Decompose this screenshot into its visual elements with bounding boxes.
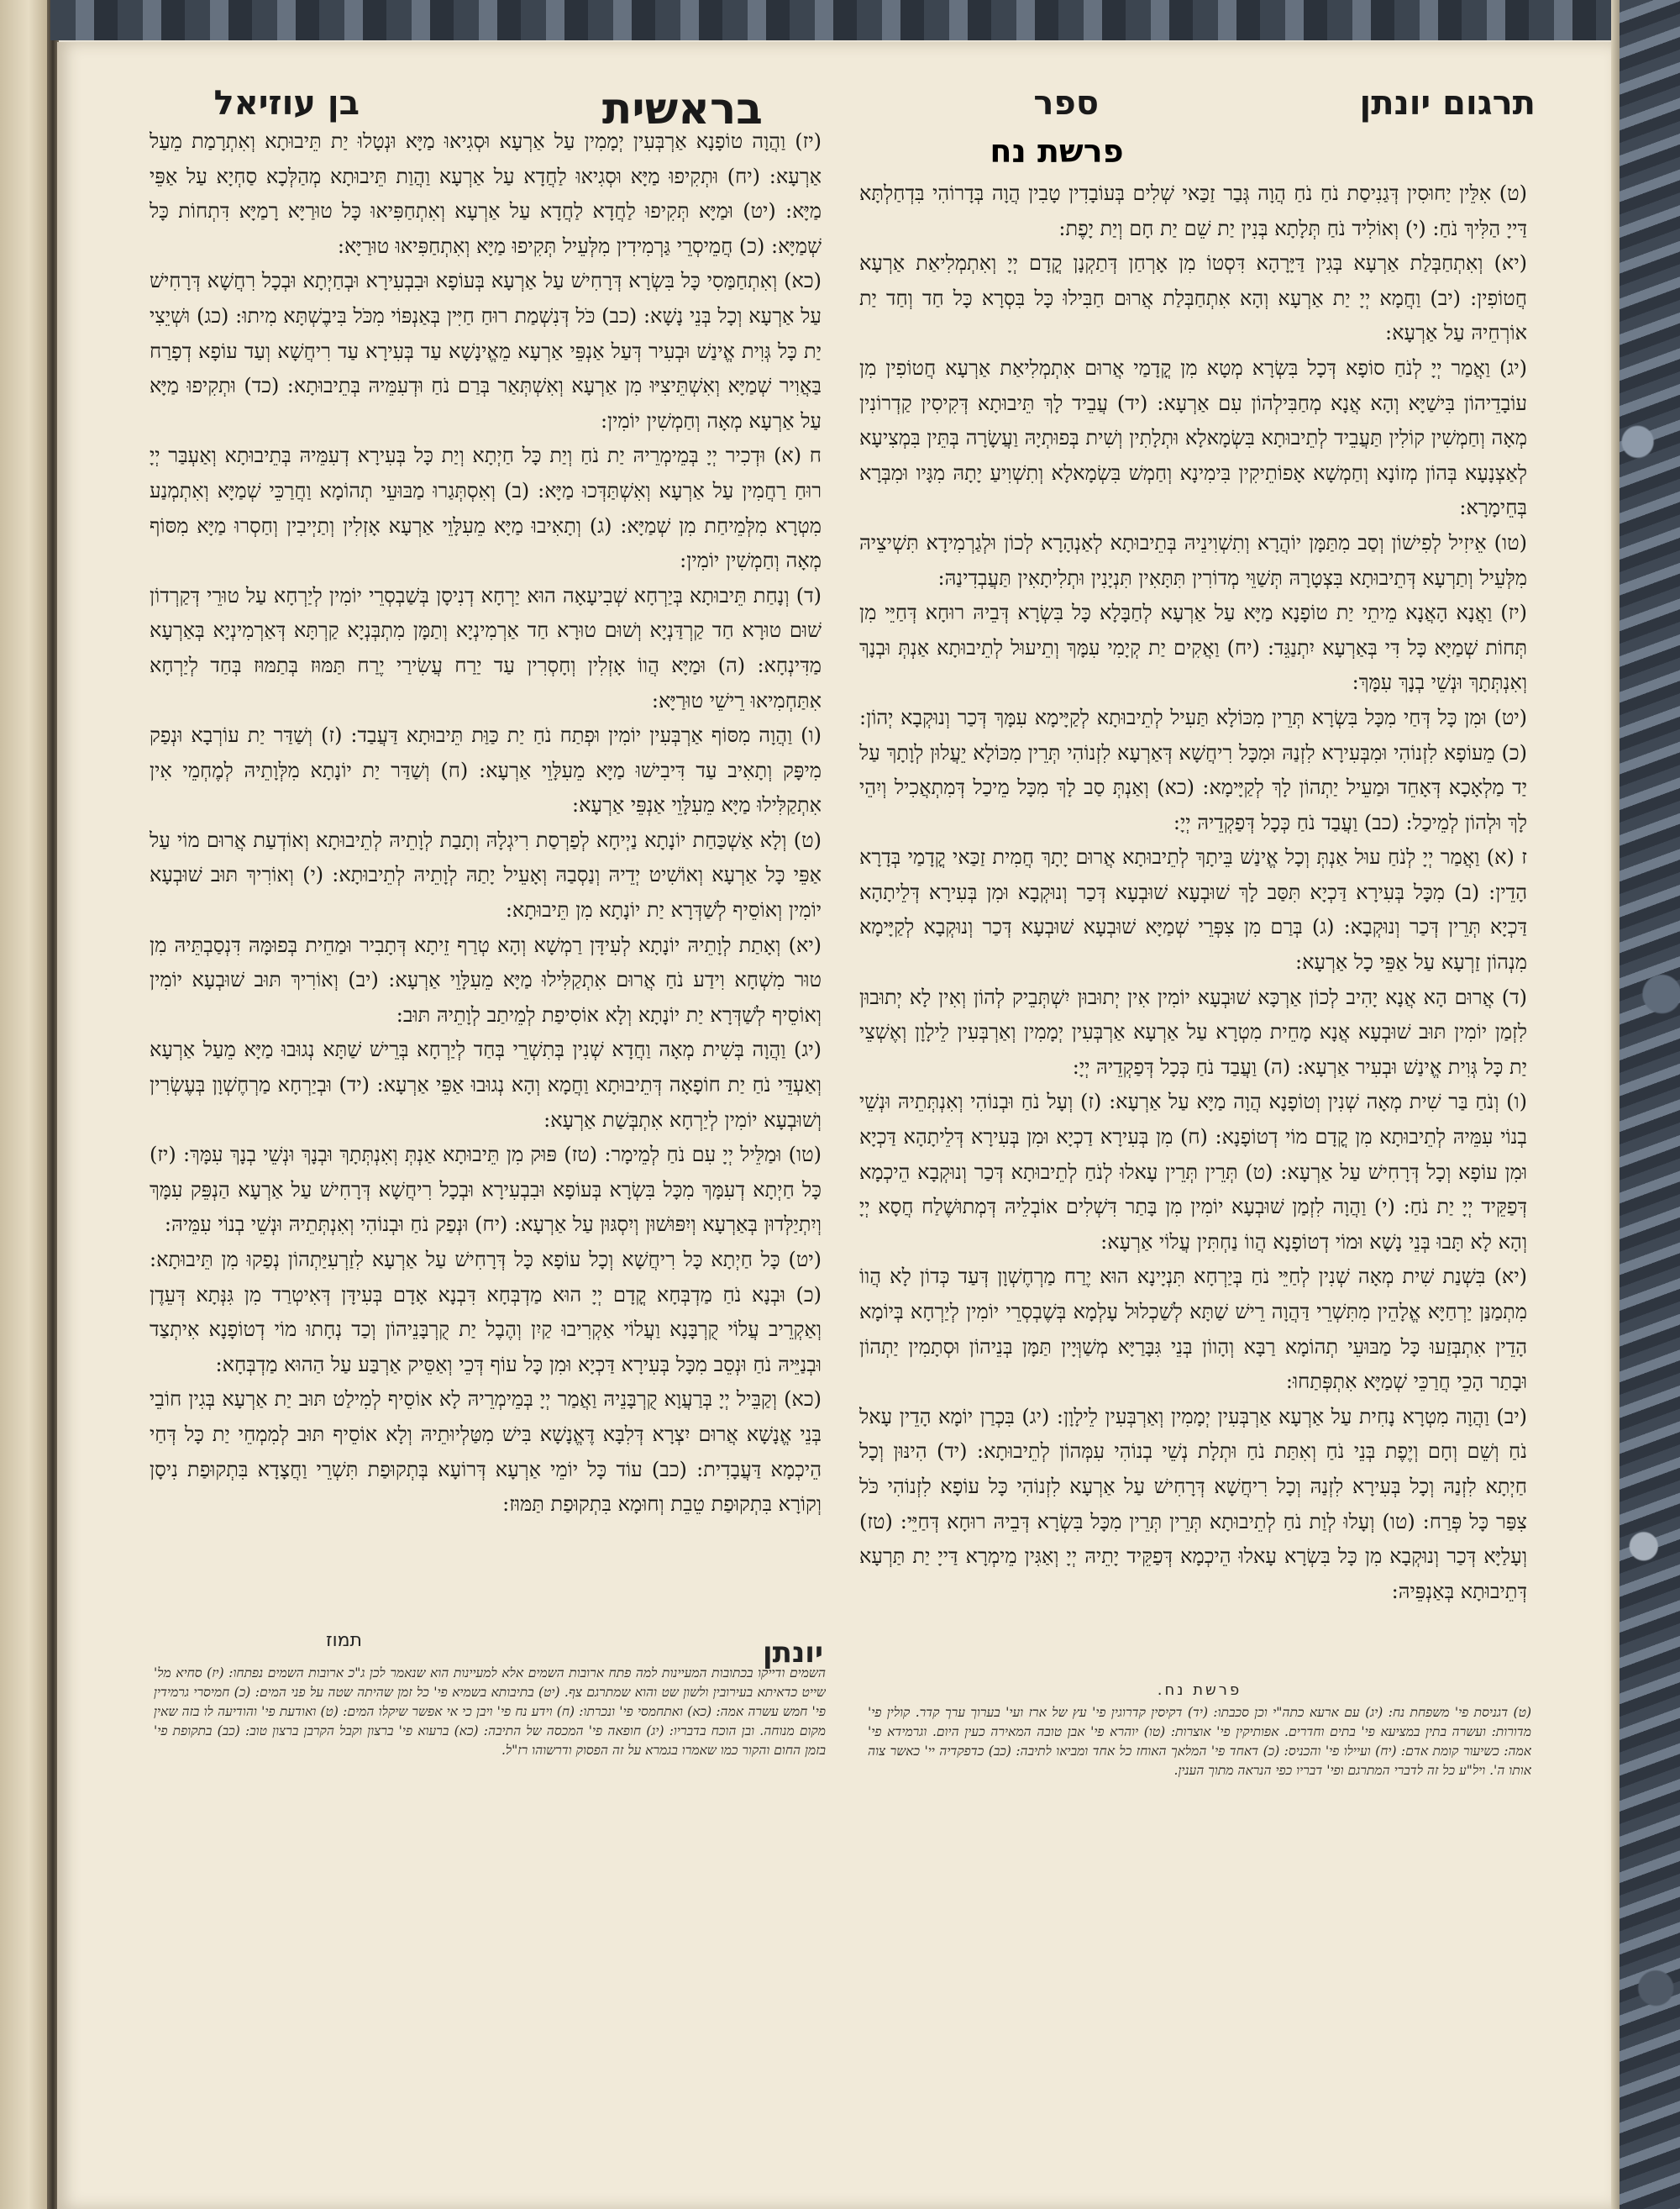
paragraph: ח (א) וּדְכִיר יְיָ בְּמֵימְרֵיהּ יַת נֹחַ וְיַת כָּל חַיְתָא וְיַת כָּל בְּעִירָא דְעִמֵּיהּ בְּתֵיבוּתָא וְאַעְבַּר יְיָ רוּחַ רַחֲמִין עַל אַרְעָא וְאִשְׁתַּדְּכוּ מַיָּא: (ב) וְאִסְתְּגַרוּ מַבּוּעֵי תְהוֹמָא וַחֲרַכֵּי שְׁמַיָּא וְאִתְמְנַע מִטְרָא מִלְּמֵיחַת מִן שְׁמַיָּא: (ג) וְתָאִיבוּ מַיָּא מֵעִלָּוֵי אַרְעָא אָזְלִין וְתַיְיבִין וְחַסְרוּ מַיָּא מִסּוֹף מְאָה וְחַמְשִׁין יוֹמִין: — [150, 444, 822, 573]
book-page — [57, 42, 1611, 2209]
footnotes-title: פרשת נח. — [1157, 1681, 1242, 1699]
paragraph: (ו) וְנֹחַ בַּר שִׁית מְאָה שְׁנִין וְטוֹפָנָא הֲוָה מַיָּא עַל אַרְעָא: (ז) וְעָל נֹחַ וּבְנוֹהִי וְאִנְתְּתֵיהּ וּנְשֵׁי בְנוֹי עִמֵּיהּ לְתֵיבוּתָא מִן קֳדָם מוֹי דְטוֹפָנָא: (ח) מִן בְּעִירָא דַכְיָא וּמִן בְּעִירָא דְּלֵיתָהָא דַּכְיָא וּמִן עוֹפָא וְכָל דְּרָחִישׁ עַל אַרְעָא: (ט) תְּרֵין תְּרֵין עָאלוּ לְנֹחַ לְתֵיבוּתָא דְּכַר וְנוּקְבָא הֵיכְמָא דְּפַקֵּיד יְיָ יַת נֹחַ: (י) וַהֲוָה לִזְמַן שׁוּבְעָא יוֹמִין מִן בָּתַר דִּשְׁלִים אוֹבְלֵיהּ דְּמְתוּשֶׁלַח חֲסָא יְיָ וְהָא לָא תָּבוּ בְּנֵי נָשָׁא וּמוֹי דְטוֹפָנָא הֲווֹ נַחְתִּין עֲלוֹי אַרְעָא: — [859, 1090, 1527, 1254]
parasha-title: פרשת נח — [990, 133, 1124, 170]
right-text-column — [859, 176, 1527, 1626]
paragraph: (ט) אִלֵּין יַחוּסִין דְּגַנִיסַת נֹחַ נֹחַ הֲוָה גְּבַר זַכַּאי שְׁלִים בְּעוֹבָדִין טָבִין הֲוָה בְּדָרוֹהִי בִּדְחַלְתָּא דַּייָ הַלִּיךְ נֹחַ: (י) וְאוֹלִיד נֹחַ תְּלָתָא בְּנִין יַת שֵׁם יַת חָם וְיַת יָפֶת: — [859, 181, 1527, 240]
header-targum-yonatan: תרגום יונתן — [1359, 84, 1536, 123]
paragraph: (כא) וְאִתְחַמַּסִי כָּל בִּשְׂרָא דְּרָחִישׁ עַל אַרְעָא בְּעוֹפָא וּבִבְעִירָא וּבְחַיְתָא וּבְכָל רִחֲשָׁא דְּרָחִישׁ עַל אַרְעָא וְכָל בְּנֵי נָשָׁא: (כב) כֹּל דְּנִשְׁמַת רוּחַ חַיִּין בְּאַנְפּוֹי מִכֹּל בִּיבֶשְׁתָּא מִיתוּ: (כג) וּשְׁיֵצִי יַת כָּל גְּוִית אֱינַשׁ וּבְעִיר דְּעַל אַנְפֵּי אַרְעָא מֵאֱינָשָׁא עַד בְּעִירָא עַד רִיחֲשָׁא וְעַד עוֹפָא דְפָרַח בַּאֲוִיר שְׁמַיָּא וְאִשְׁתֵּיצִיּוּ מִן אַרְעָא וְאִשְׁתְּאַר בְּרַם נֹחַ וּדְעִמֵּיהּ בְּתֵיבוּתָא: (כד) וּתְקִיפוּ מַיָּא עַל אַרְעָא מְאָה וְחַמְשִׁין יוֹמִין: — [150, 269, 822, 433]
footnotes-left — [154, 1664, 826, 1907]
paragraph: (כא) וְקַבֵּיל יְיָ בְּרַעֲוָא קֻרְבָּנֵיהּ וַאֲמַר יְיָ בְּמֵימְרֵיהּ לָא אוֹסֵיף לְמִילַט תּוּב יַת אַרְעָא בְּגִין חוֹבֵי בְּנֵי אֱנָשָׁא אֲרוּם יִצְרָא דְּלִבָּא דֶּאֱנָשָׁא בִּישׁ מִטַּלְיוּתֵיהּ וְלָא אוֹסֵיף תּוּב לְמִמְחֵי יַת כָּל דְּחַי הֵיכְמָא דַּעֲבָדִית: (כב) עוֹד כָּל יוֹמֵי אַרְעָא דְּרוֹעָא בְּתְקוּפַת תִּשְׁרֵי וַחֲצָדָא בִּתְקוּפַת נִיסָן וְקוֹרָא בִּתְקוּפַת טֵבֵת וְחוּמָא בִּתְקוּפַת תַּמּוּז: — [150, 1387, 822, 1517]
paragraph: (ו) וַהֲוָה מִסּוֹף אַרְבְּעִין יוֹמִין וּפְתַח נֹחַ יַת כַּוַּת תֵּיבוּתָא דַּעֲבַד: (ז) וְשַׁדַּר יַת עוֹרְבָא וּנְפַק מִיפָּק וְתָאִיב עַד דִּיבִישׁוּ מַיָּא מֵעִלָּוֵי אַרְעָא: (ח) וְשַׁדַּר יַת יוֹנָתָא מִלְּוָתֵיהּ לְמֶחְמֵי אִין אִתְקַלִּילוּ מַיָּא מֵעִלָּוֵי אַנְפֵּי אַרְעָא: — [150, 723, 822, 818]
book-cover-top — [50, 0, 1621, 40]
paragraph: (יז) וַאֲנָא הָאֲנָא מֵיתֵי יַת טוֹפָנָא מַיָּא עַל אַרְעָא לְחַבָּלָא כָּל בִּשְׂרָא דְּבֵיהּ רוּחָא דְּחַיֵּי מִן תְּחוֹת שְׁמַיָּא כָּל דִּי בְּאַרְעָא יִתְנַגֵּד: (יח) וַאֲקִים יַת קְיָמִי עִמָּךְ וְתֵיעוּל לְתֵיבוּתָא אַנְתְּ וּבְנָךְ וְאִנְתְּתָךְ וּנְשֵׁי בְנָךְ עִמָּךְ: — [859, 601, 1527, 695]
paragraph: (טו) וּמַלֵּיל יְיָ עִם נֹחַ לְמֵימָר: (טז) פּוּק מִן תֵּיבוּתָא אַנְתְּ וְאִנְתְּתָךְ וּבְנָךְ וּנְשֵׁי בְנָךְ עִמָּךְ: (יז) כָּל חַיְתָא דְעִמָּךְ מִכָּל בִּשְׂרָא בְּעוֹפָא וּבִבְעִירָא וּבְכָל רִיחֲשָׁא דְּרָחִישׁ עַל אַרְעָא הַנְפֵּק עִמָּךְ וְיִתְיַלְּדוּן בְּאַרְעָא וְיִפּוּשׁוּן וְיִסְגּוּן עַל אַרְעָא: (יח) וּנְפַק נֹחַ וּבְנוֹהִי וְאִנְתְּתֵיהּ וּנְשֵׁי בְנוֹי עִמֵּיהּ: — [150, 1143, 822, 1237]
paragraph: (ד) אֲרוּם הָא אֲנָא יָהִיב לְכוֹן אַרְכָּא שׁוּבְעָא יוֹמִין אִין יְתוּבוּן יִשְׁתְּבֵיק לְהוֹן וְאִין לָא יְתוּבוּן לִזְמַן יוֹמִין תּוּב שׁוּבְעָא אֲנָא מָחֵית מִטְרָא עַל אַרְעָא אַרְבְּעִין יְמָמִין וְאַרְבְּעִין לֵילָוָן וְאֶשְׁצֵי יַת כָּל גְּוִית אֱינַשׁ וּבְעִיר אַרְעָא: (ה) וַעֲבַד נֹחַ כְּכָל דְּפַקְדֵיהּ יְיָ: — [859, 985, 1527, 1079]
paragraph: (יב) וַהֲוָה מִטְרָא נָחִית עַל אַרְעָא אַרְבְּעִין יְמָמִין וְאַרְבְּעִין לֵילָוָן: (יג) בִּכְרַן יוֹמָא הָדֵין עָאל נֹחַ וְשֵׁם וְחָם וְיֶפֶת בְּנֵי נֹחַ וְאִתַּת נֹחַ וּתְלָת נְשֵׁי בְנוֹהִי עִמְּהוֹן לְתֵיבוּתָא: (יד) הִינּוּן וְכָל חַיְתָא לִזְנַהּ וְכָל בְּעִירָא לִזְנַהּ וְכָל רִיחֲשָׁא דְּרָחִישׁ עַל אַרְעָא לִזְנוֹהִי כָּל עוֹפָא לִזְנוֹהִי כֹּל צִפַּר כָּל פְּרַח: (טו) וְעָלוּ לְוַת נֹחַ לְתֵיבוּתָא תְּרֵין תְּרֵין מִכָּל בִּשְׂרָא דְּבֵיהּ רוּחָא דְּחַיֵּי: (טז) וְעָלַיָּא דְּכַר וְנוּקְבָא מִן כָּל בִּשְׂרָא עָאלוּ הֵיכְמָא דְּפַקֵּיד יָתֵיהּ יְיָ וְאַגִּין מֵימְרָא דַּייָ יַת תַּרְעָא דְּתֵיבוּתָא בְּאַנְפֵּיהּ: — [859, 1404, 1527, 1603]
footnotes-text: השמים ודייקו בכתובות המעיינות למה פתח ארובות השמים אלא למעיינות הוא שנאמר לכן ג"כ ארובות השמים נפתחו: (יז) סחיא מל' שייט כדאיתא בעירובין ולשון שט והוא שמתרגם צף. (יט) בתיבותא בשמיא פי' כל זמן שהיתה שטה על פני המים: (כ) חמיסרי גרמידין פי' חמש עשרה אמה: (כא) ואתחמסי פי' ונכרתו: (ח) וידע נח פי' ויבן כי אי אפשר שיקלו המים: (ט) ואודעת פי' והודיעה לו בזה שאין מקום מנוחה. ובן הוכח בדבריו: (יג) חופאה פי' המכסה של התיבה: (כא) ברעוא פי' ברצון וקבל הקרבן ברצון טוב: (כב) בתקופת פי' בזמן החום והקור כמו שאמרו בגמרא על זה הפסוק ודרשוהו רז"ל. — [154, 1665, 826, 1758]
paragraph: (יא) בִּשְׁנַת שִׁית מְאָה שְׁנִין לְחַיֵּי נֹחַ בְּיַרְחָא תִּנְיָינָא הוּא יֶרַח מַרְחֶשְׁוָן דְּעַד כְּדוֹן לָא הֲווֹ מִתְמַנַּן יַרְחַיָּא אֱלָהֵין מִתִּשְׁרֵי דַּהֲוָה רֵישׁ שַׁתָּא לְשַׁכְלוּל עָלְמָא בְּשֶׁבְסְרֵי יוֹמִין לְיַרְחָא בְּיוֹמָא הָדֵין אִתְבְּזַעוּ כָּל מַבּוּעֵי תְהוֹמָא רַבָּא וְהָווֹן בְּנֵי גִּבָּרַיָּא מְשַׁוְּיָין תַּמָּן בְּנֵיהוֹן וּסְתָמִין יַתְהוֹן וּבָתַר הָכֵי חֲרַכֵּי שְׁמַיָּא אִתְפְּתַחוּ: — [859, 1265, 1527, 1394]
paragraph: (יא) וְאִתְחַבְּלַת אַרְעָא בְּגִין דַּיָּרָהָא דִּסְטוֹ מִן אָרְחַן דְּתַקְנָן קֳדָם יְיָ וְאִתְמְלִיאַת אַרְעָא חֲטוֹפִין: (יב) וַחֲמָא יְיָ יַת אַרְעָא וְהָא אִתְחַבְּלַת אֲרוּם חַבִּילוּ כָּל בִּסְרָא כָּל חַד וְחַד יַת אוֹרְחֵיהּ עַל אַרְעָא: — [859, 251, 1527, 345]
footnotes-text: (ט) דגניסת פי' משפחת נח: (יג) עם ארעא כתה"י וכן סכבתו: (יד) דקיסין קדרוגין פי' עץ של ארז ועי' בערוך ערך קדר. קולין פי' מדורות: ועשרה בתין במציעא פי' בתים וחדרים. אפותיקין פי' אוצרות: (טו) יוהרא פי' אבן טובה המאירה כעין היום. וגרמידא פי' אמה: כשיעור קומת אדם: (יח) ועיילו פי' והכניס: (כ) דאחד פי' המלאך האוחז כל אחד ומביאו לתיבה: (כב) כדפקדיה יי' כאשר צוה אותו ה'. ויל"ע כל זה לדברי המתרגם ופי' דבריו כפי הנראה מתוך הענין. — [868, 1705, 1531, 1778]
left-text-column — [150, 124, 822, 1628]
paragraph: ז (א) וַאֲמַר יְיָ לְנֹחַ עוּל אַנְתְּ וְכָל אֱינַשׁ בֵּיתָךְ לְתֵיבוּתָא אֲרוּם יָתָךְ חֲמִית זַכַּאי קֳדָמַי בְּדָרָא הָדֵין: (ב) מִכָּל בְּעִירָא דַּכְיָא תִּסַּב לָךְ שׁוּבְעָא שׁוּבְעָא דְּכַר וְנוּקְבָא וּמִן בְּעִירָא דְּלֵיתָהָא דַּכְיָא תְּרֵין דְּכַר וְנוּקְבָא: (ג) בְּרַם מִן צִפְּרֵי שְׁמַיָּא שׁוּבְעָא שׁוּבְעָא דְּכַר וְנוּקְבָא לְקַיָּימָא מִנְהוֹן זַרְעָא עַל אַפֵּי כָל אַרְעָא: — [859, 845, 1527, 975]
marbled-cover-board — [1620, 0, 1680, 2209]
footnotes-right — [868, 1680, 1531, 1924]
header-bereshit: בראשית — [601, 84, 763, 134]
paragraph: (יג) וַאֲמַר יְיָ לְנֹחַ סוֹפָא דְּכָל בִּשְׂרָא מְטָא מִן קֳדָמַי אֲרוּם אִתְמְלִיאַת אַרְעָא חֲטוֹפִין מִן עוֹבָדֵיהוֹן בִּישַׁיָּא וְהָא אֲנָא מְחַבִּילְהוֹן עִם אַרְעָא: (יד) עֲבֵיד לָךְ תֵּיבוּתָא דְּקִיסִין קַדְרוֹנִין מְאָה וְחַמְשִׁין קוֹלִין תַּעֲבֵיד לְתֵיבוּתָא בִּשְׂמָאלָא וּתְלָתִין וְשִׁית בְּפוּתְיָהּ וַעֲשָׂרָה בְּתֵּין בִּמְצִיעָא לְאַצְנָעָא בְּהוֹן מְזוֹנָא וְחַמְשָׁא אָפוֹתֵיקִין בִּימִינָא וְחַמְשׁ בִּשְׂמָאלָא וְתִשְׁוִיעַ יָתָהּ מִגָּיו וּמִבְּרָא בְּחֵימָרָא: — [859, 355, 1527, 520]
paragraph: (ט) וְלָא אַשְׁכַּחַת יוֹנָתָא נַיְיחָא לְפַרְסַת רִיגְלָהּ וְתָבַת לְוָתֵיהּ לְתֵיבוּתָא וְאוֹדְעַת אֲרוּם מוֹי עַל אַפֵּי כָּל אַרְעָא וְאוֹשִׁיט יְדֵיהּ וְנַסְבַהּ וְאָעֵיל יָתַהּ לְוָתֵיהּ לְתֵיבוּתָא: (י) וְאוֹרִיךְ תּוּב שׁוּבְעָא יוֹמִין וְאוֹסֵיף לְשַׁדְּרָא יַת יוֹנָתָא מִן תֵּיבוּתָא: — [150, 828, 822, 923]
facing-page-edge — [0, 0, 52, 2209]
paragraph: (יז) וַהֲוָה טוֹפָנָא אַרְבְּעִין יְמָמִין עַל אַרְעָא וּסְגִיאוּ מַיָּא וּנְטָלוּ יַת תֵּיבוּתָא וְאִתְרָמַת מֵעַל אַרְעָא: (יח) וּתְקִיפוּ מַיָּא וּסְגִיאוּ לַחֲדָא עַל אַרְעָא וַהֲוַת תֵּיבוּתָא מְהַלְּכָא סַחְיָא עַל אַפֵּי מַיָּא: (יט) וּמַיָּא תְּקִיפוּ לַחֲדָא לַחֲדָא עַל אַרְעָא וְאִתְחַפִּיאוּ כָּל טוּרַיָּא רָמַיָּא דִּתְחוֹת כָּל שְׁמַיָּא: (כ) חֲמֵיסְרֵי גַּרְמִידִין מִלְּעֵיל תְּקִיפוּ מַיָּא וְאִתְחַפִּיאוּ טוּרַיָּא: — [150, 129, 822, 258]
catchword: תמוז — [326, 1630, 363, 1651]
header-ben-uziel: בן עוזיאל — [213, 84, 360, 123]
paragraph: (יג) וַהֲוָה בְּשִׁית מְאָה וַחֲדָא שְׁנִין בְּתִשְׁרֵי בְּחַד לְיַרְחָא בְּרֵישׁ שַׁתָּא נְגוּבוּ מַיָּא מֵעַל אַרְעָא וְאַעְדֵּי נֹחַ יַת חוֹפָאָה דְּתֵיבוּתָא וַחֲמָא וְהָא נְגוּבוּ אַפֵּי אַרְעָא: (יד) וּבְיַרְחָא מַרְחֶשְׁוָן בְּעֶשְׂרִין וְשׁוּבְעָא יוֹמִין לְיַרְחָא אִתְבְּשַׁת אַרְעָא: — [150, 1038, 822, 1132]
header-sefer: ספר — [1033, 84, 1099, 123]
signature-mark: יונתן — [763, 1636, 823, 1670]
paragraph: (ד) וְנָחַת תֵּיבוּתָא בְּיַרְחָא שְׁבִיעָאָה הוּא יַרְחָא דְנִיסָן בְּשַׁבְסְרֵי יוֹמִין לְיַרְחָא עַל טוּרֵי דְּקַרְדוֹן שׁוּם טוּרָא חַד קַרְדַּנְיָא וְשׁוּם טוּרָא חַד אַרְמִינְיָא וְתַמָּן מִתְבְּנְיָא קַרְתָּא דְּאַרְמִינְיָא בְּאַרְעָא מַדִּינְחָא: (ה) וּמַיָּא הֲווֹ אָזְלִין וְחָסְרִין עַד יַרַח עֲשִׂירַי יֶרַח תַּמּוּז בְּתַמּוּז בְּחַד לְיַרְחָא אִתַּחְמִיאוּ רֵישֵׁי טוּרַיָּא: — [150, 583, 822, 713]
paragraph: (יט) וּמִן כָּל דְּחַי מִכָּל בִּשְׂרָא תְּרֵין מִכּוֹלָא תַּעִיל לְתֵיבוּתָא לְקַיָּימָא עִמָּךְ דְּכַר וְנוּקְבָא יְהוֹן: (כ) מֵעוֹפָא לִזְנוֹהִי וּמִבְּעִירָא לִזְנַהּ וּמִכָּל רִיחֲשָׁא דְּאַרְעָא לִזְנוֹהִי תְּרֵין מִכּוֹלָא יֵעֲלוּן לְוָתָךְ עַל יַד מַלְאָכָא דְּאָחֵד וּמַעֵיל יַתְהוֹן לָךְ לְקַיָּימָא: (כא) וְאַנְתְּ סַב לָךְ מִכָּל מֵיכַל דְּמִתְאֲכִיל וְיִהֵי לָךְ וּלְהוֹן לְמֵיכַל: (כב) וַעֲבַד נֹחַ כְּכָל דְּפַקְדֵיהּ יְיָ: — [859, 705, 1527, 834]
paragraph: (יט) כָּל חַיְתָא כָּל רִיחֲשָׁא וְכָל עוֹפָא כָּל דְּרָחִישׁ עַל אַרְעָא לִזַרְעִיַּתְהוֹן נְפַקוּ מִן תֵּיבוּתָא: (כ) וּבְנָא נֹחַ מַדְבְּחָא קֳדָם יְיָ הוּא מַדְבְּחָא דִּבְנָא אָדָם בְּעִידָּן דְּאִיטְרַד מִן גִּנְּתָא דְּעֵדֶן וְאַקְרֵיב עֲלוֹי קֻרְבָּנָא וַעֲלוֹי אַקְרִיבוּ קַיִן וְהֶבֶל יַת קֻרְבָּנֵיהוֹן וְכַד נְחָתוּ מוֹי דְטוֹפָנָא אִיתְצַד וּבְנַיֵּיהּ נֹחַ וּנְסֵב מִכָּל בְּעִירָא דַּכְיָא וּמִן כָּל עוֹף דְּכֵי וְאַסֵּיק אַרְבַּע עַל הַהוּא מַדְבְּחָא: — [150, 1248, 822, 1376]
paragraph: (יא) וְאָתַת לְוָתֵיהּ יוֹנָתָא לְעִידָּן רַמְשָׁא וְהָא טְרַף זֵיתָא דְּתָבִיר וּמַחֵית בְּפוּמָּהּ דִּנְסַבְתֵּיהּ מִן טוּר מִשְׁחָא וִידַע נֹחַ אֲרוּם אִתְקַלִּילוּ מַיָּא מֵעִלָּוֵי אַרְעָא: (יב) וְאוֹרִיךְ תּוּב שׁוּבְעָא יוֹמִין וְאוֹסֵיף לְשַׁדְּרָא יַת יוֹנָתָא וְלָא אוֹסִיפַת לְמֵיתַב לְוָתֵיהּ תּוּב: — [150, 933, 822, 1027]
paragraph: (טו) אֵיזִיל לְפִישׁוֹן וְסַב מִתַּמָּן יוֹהֲרָא וְתִשְׁוִינֵיהּ בְּתֵיבוּתָא לְאַנְהָרָא לְכוֹן וּלְגַרְמִידָא תִּשְׁיצֵיהּ מִלְּעֵיל וְתַרְעָא דְּתֵיבוּתָא בִּצְטָרָהּ תְּשַׁוֵּי מְדוֹרִין תִּתָּאִין תִּנְיָנִין וּתְלִיתָאִין תַּעֲבְדִינַהּ: — [859, 530, 1527, 590]
